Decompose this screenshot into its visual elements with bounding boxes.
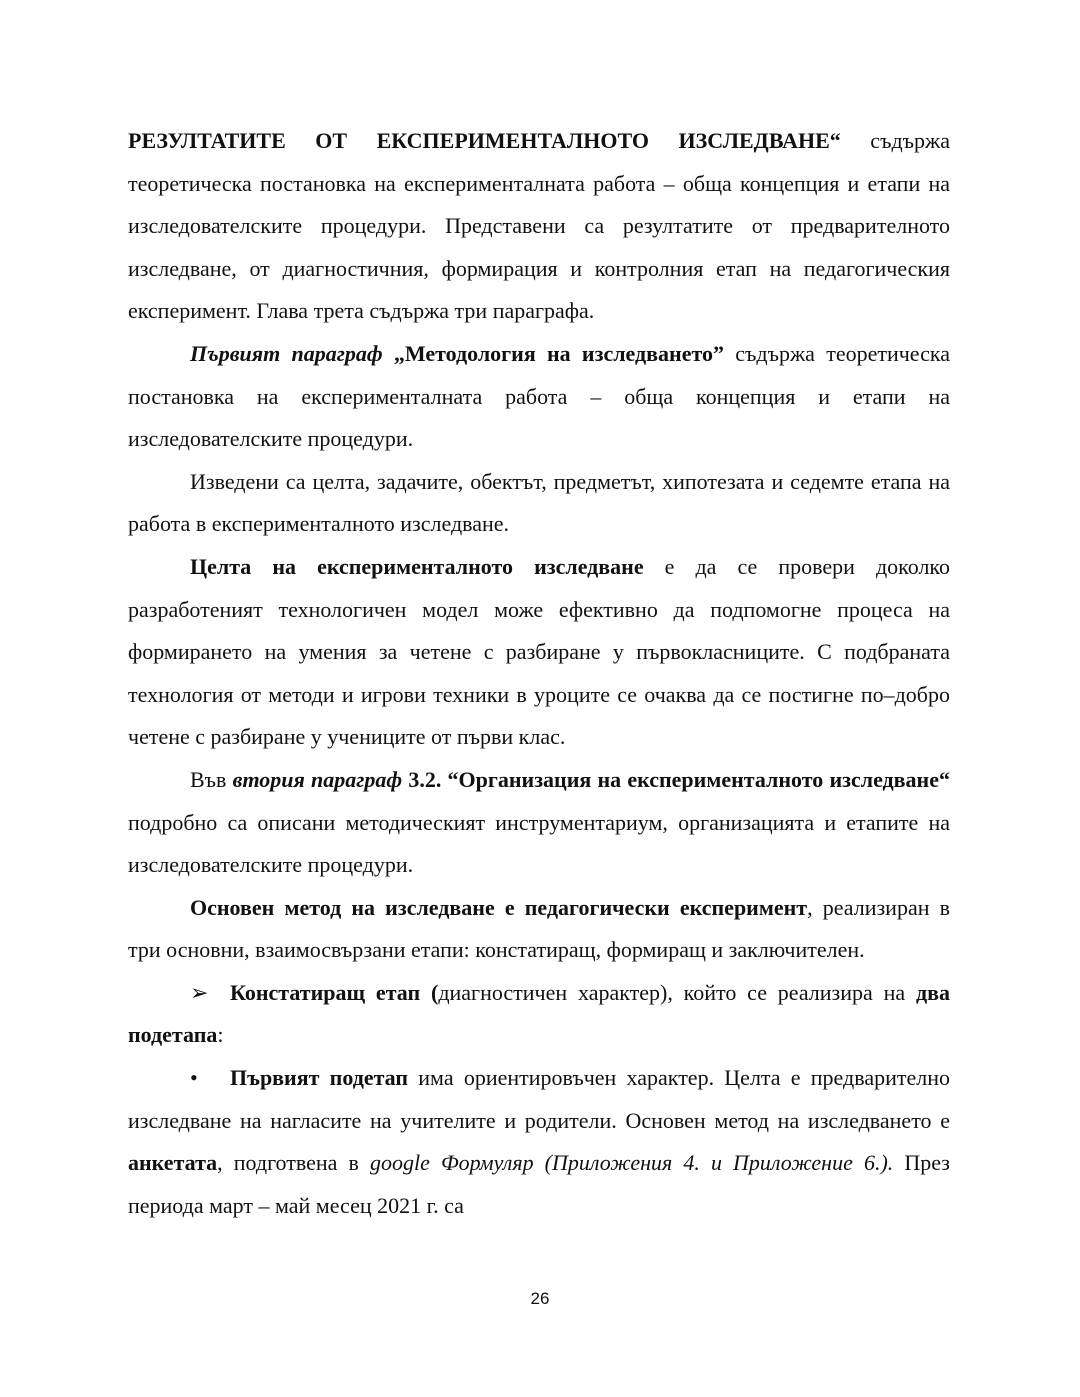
list-item-first-substage: • Първият подетап има ориентировъчен характер. Целта е предварително изследване на нагласите на учителите и родители. Основен метод на изследването е анкетата, подготвена в google Формуляр (Приложения 4. и Приложение 6.). През периода март – май месец 2021 г. са [128,1057,950,1227]
paragraph-first-section: Първият параграф „Методология на изследването” съдържа теоретическа постановка на експерименталната работа – обща концепция и етапи на изследователските процедури. [128,340,950,452]
main-method-term: Основен метод на изследване е педагогически експеримент [190,894,808,920]
paragraph-main-method: Основен метод на изследване е педагогически експеримент, реализиран в три основни, взаимосвързани етапи: констатиращ, формиращ и заключителен. [128,894,950,963]
stage-term: Констатиращ етап ( [230,979,439,1005]
paragraph-chapter-summary: РЕЗУЛТАТИТЕ ОТ ЕКСПЕРИМЕНТАЛНОТО ИЗСЛЕДВАНЕ“ съдържа теоретическа постановка на експерименталната работа – обща концепция и етапи на изследователските процедури. Представени са резултатите от предварителното изследване, от диагностичния, формирация и контролния етап на педагогическия експеримент. Глава трета съдържа три параграфа. [128,128,950,324]
survey-term: анкетата [128,1150,218,1176]
second-section-label: втория параграф [232,766,403,792]
first-substage-term: Първият подетап [230,1065,409,1091]
arrow-bullet-icon: ➢ [190,979,209,1005]
dot-bullet-icon: • [190,1065,198,1091]
first-section-label: Първият параграф [190,340,383,366]
paragraph-research-goal: Целта на експерименталното изследване е да се провери доколко разработеният технологичен модел може ефективно да подпомогне процеса на формирането на умения за четене с разбиране у първокласниците. С подбраната технология от методи и игрови техники в уроците се очаква да се постигне по–добро четене с разбиране у учениците от първи клас. [128,553,950,750]
research-goal-term: Целта на експерименталното изследване [190,553,644,579]
paragraph-second-section: Във втория параграф 3.2. “Организация на експерименталното изследване“ подробно са описани методическият инструментариум, организацията и етапите на изследователските процедури. [128,766,951,878]
chapter-title-bold: РЕЗУЛТАТИТЕ ОТ ЕКСПЕРИМЕНТАЛНОТО ИЗСЛЕДВАНЕ“ [128,128,841,153]
substage-count-term: два подетапа [128,979,950,1048]
first-section-title: „Методология на изследването” [382,340,724,366]
page-body [128,120,950,1227]
page-number: 26 [530,1289,550,1308]
list-item-ascertaining-stage: ➢ Констатиращ етап (диагностичен характер), който се реализира на два подетапа: [128,972,950,1057]
appendix-reference: google Формуляр (Приложения 4. и Приложение 6.). [370,1150,894,1176]
second-section-title: 3.2. “Организация на експерименталното изследване“ [402,766,951,792]
paragraph-research-elements: Изведени са целта, задачите, обектът, предметът, хипотезата и седемте етапа на работа в експерименталното изследване. [128,468,950,537]
